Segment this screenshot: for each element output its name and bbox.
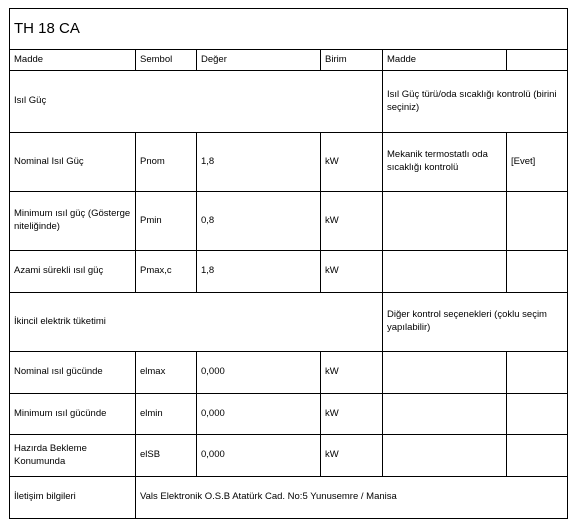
header-madde-right: Madde bbox=[383, 50, 507, 71]
empty-cell bbox=[507, 435, 568, 477]
nominal-heat-row bbox=[10, 133, 568, 192]
minimum-heat-unit: kW bbox=[321, 192, 383, 251]
max-heat-row bbox=[10, 251, 568, 293]
nominal-heat-label: Nominal Isıl Güç bbox=[10, 133, 136, 192]
contact-value: Vals Elektronik O.S.B Atatürk Cad. No:5 Yunusemre / Manisa bbox=[136, 477, 568, 519]
empty-cell bbox=[383, 352, 507, 394]
thermostat-control-value: [Evet] bbox=[507, 133, 568, 192]
max-heat-symbol: Pmax,c bbox=[136, 251, 197, 293]
el-standby-unit: kW bbox=[321, 435, 383, 477]
product-info-table bbox=[9, 8, 568, 519]
empty-cell bbox=[507, 352, 568, 394]
max-heat-label: Azami sürekli ısıl güç bbox=[10, 251, 136, 293]
minimum-heat-value: 0,8 bbox=[197, 192, 321, 251]
header-birim: Birim bbox=[321, 50, 383, 71]
el-nominal-unit: kW bbox=[321, 352, 383, 394]
el-minimum-unit: kW bbox=[321, 394, 383, 435]
empty-cell bbox=[507, 192, 568, 251]
heat-section-label: Isıl Güç bbox=[10, 71, 383, 133]
empty-cell bbox=[383, 394, 507, 435]
el-nominal-symbol: elmax bbox=[136, 352, 197, 394]
empty-cell bbox=[383, 251, 507, 293]
el-minimum-symbol: elmin bbox=[136, 394, 197, 435]
empty-cell bbox=[507, 251, 568, 293]
max-heat-value: 1,8 bbox=[197, 251, 321, 293]
el-minimum-label: Minimum ısıl gücünde bbox=[10, 394, 136, 435]
el-standby-label: Hazırda Bekleme Konumunda bbox=[10, 435, 136, 477]
heat-section-row bbox=[10, 71, 568, 133]
nominal-heat-unit: kW bbox=[321, 133, 383, 192]
el-standby-symbol: elSB bbox=[136, 435, 197, 477]
nominal-heat-symbol: Pnom bbox=[136, 133, 197, 192]
el-standby-row bbox=[10, 435, 568, 477]
max-heat-unit: kW bbox=[321, 251, 383, 293]
empty-cell bbox=[507, 394, 568, 435]
header-sembol: Sembol bbox=[136, 50, 197, 71]
el-minimum-row bbox=[10, 394, 568, 435]
contact-label: İletişim bilgileri bbox=[10, 477, 136, 519]
aux-section-row bbox=[10, 293, 568, 352]
header-empty bbox=[507, 50, 568, 71]
el-nominal-row bbox=[10, 352, 568, 394]
aux-section-label: İkincil elektrik tüketimi bbox=[10, 293, 383, 352]
header-madde: Madde bbox=[10, 50, 136, 71]
el-nominal-value: 0,000 bbox=[197, 352, 321, 394]
minimum-heat-label: Minimum ısıl güç (Gösterge niteliğinde) bbox=[10, 192, 136, 251]
thermostat-control-label: Mekanik termostatlı oda sıcaklığı kontrolü bbox=[383, 133, 507, 192]
minimum-heat-symbol: Pmin bbox=[136, 192, 197, 251]
model-title: TH 18 CA bbox=[10, 9, 568, 50]
header-deger: Değer bbox=[197, 50, 321, 71]
title-row bbox=[10, 9, 568, 50]
el-standby-value: 0,000 bbox=[197, 435, 321, 477]
el-nominal-label: Nominal ısıl gücünde bbox=[10, 352, 136, 394]
nominal-heat-value: 1,8 bbox=[197, 133, 321, 192]
contact-row bbox=[10, 477, 568, 519]
other-controls-label: Diğer kontrol seçenekleri (çoklu seçim yapılabilir) bbox=[383, 293, 568, 352]
empty-cell bbox=[383, 435, 507, 477]
empty-cell bbox=[383, 192, 507, 251]
header-row bbox=[10, 50, 568, 71]
heat-control-type-label: Isıl Güç türü/oda sıcaklığı kontrolü (birini seçiniz) bbox=[383, 71, 568, 133]
minimum-heat-row bbox=[10, 192, 568, 251]
el-minimum-value: 0,000 bbox=[197, 394, 321, 435]
